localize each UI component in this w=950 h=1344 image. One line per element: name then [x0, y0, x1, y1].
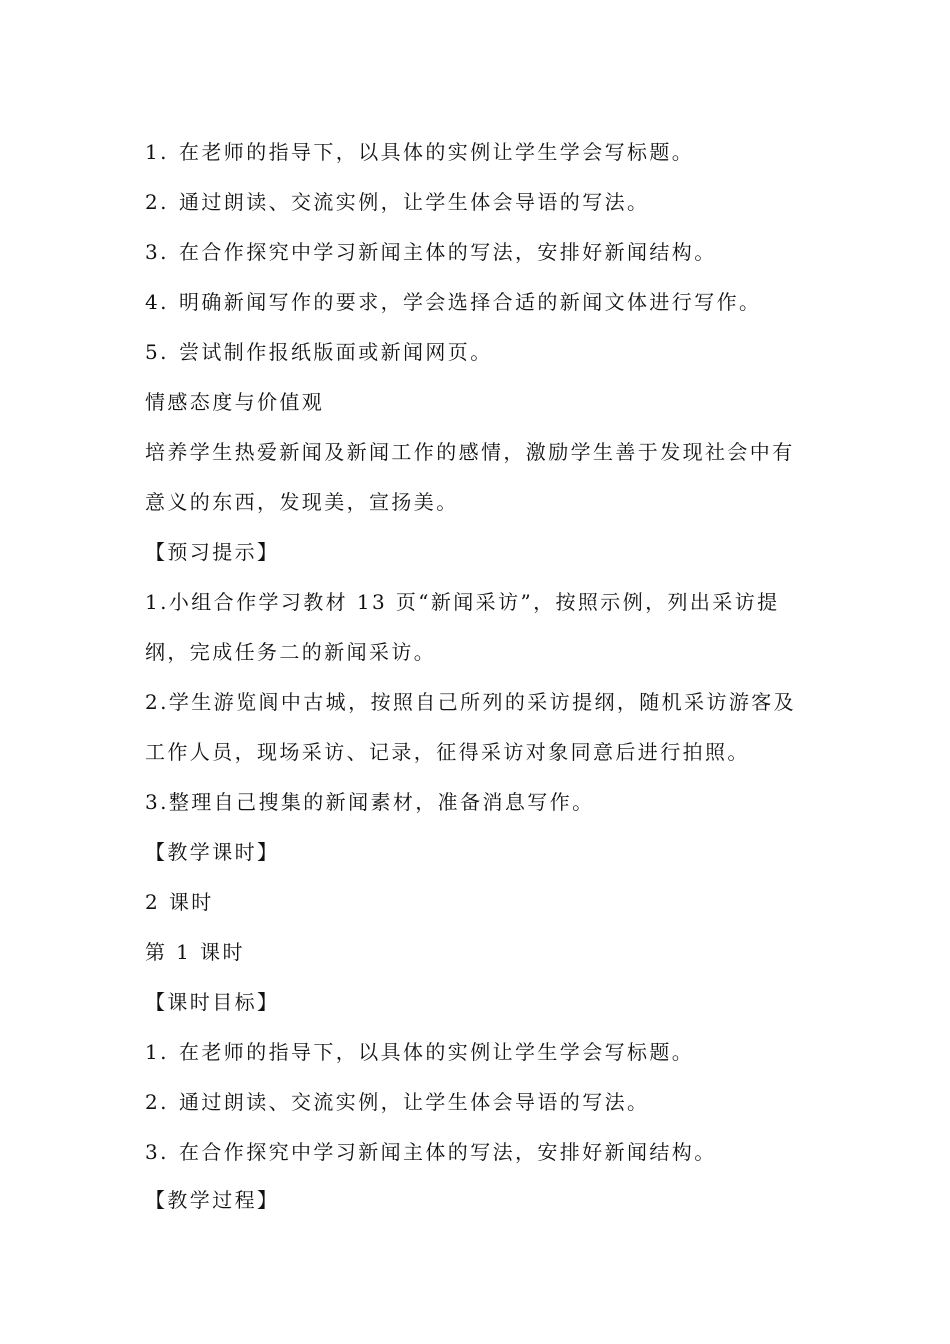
section-heading-lesson-goal: 【课时目标】: [145, 990, 280, 1014]
item-text: 通过朗读、交流实例，让学生体会导语的写法。: [179, 190, 650, 214]
item-text: 明确新闻写作的要求，学会选择合适的新闻文体进行写作。: [179, 290, 762, 314]
objective-item: [145, 238, 825, 266]
objective-item: [145, 338, 825, 366]
section-heading-emotion: 情感态度与价值观: [145, 390, 325, 414]
paragraph-line: 工作人员，现场采访、记录，征得采访对象同意后进行拍照。: [145, 740, 750, 764]
paragraph-line: 意义的东西，发现美，宣扬美。: [145, 490, 459, 514]
item-text: 尝试制作报纸版面或新闻网页。: [179, 340, 493, 364]
section-heading-preview: 【预习提示】: [145, 540, 280, 564]
item-text: 在合作探究中学习新闻主体的写法，安排好新闻结构。: [179, 1140, 717, 1164]
item-number: 2.: [145, 1090, 169, 1114]
item-number: 3.: [145, 1140, 169, 1164]
paragraph-line: 1.小组合作学习教材 13 页“新闻采访”，按照示例，列出采访提: [145, 590, 780, 614]
lesson-label: 第 1 课时: [145, 940, 245, 964]
item-number: 4.: [145, 290, 169, 314]
section-heading-process: 【教学过程】: [145, 1188, 280, 1212]
objective-item: [145, 1088, 825, 1116]
item-number: 1.: [145, 1040, 169, 1064]
item-text: 在老师的指导下，以具体的实例让学生学会写标题。: [179, 1040, 695, 1064]
item-number: 2.: [145, 190, 169, 214]
objective-item: [145, 188, 825, 216]
item-number: 1.: [145, 140, 169, 164]
objective-item: [145, 1138, 825, 1166]
hours-value: 2 课时: [145, 890, 214, 914]
item-number: 3.: [145, 240, 169, 264]
item-text: 在合作探究中学习新闻主体的写法，安排好新闻结构。: [179, 240, 717, 264]
item-text: 通过朗读、交流实例，让学生体会导语的写法。: [179, 1090, 650, 1114]
paragraph-line: 纲，完成任务二的新闻采访。: [145, 640, 437, 664]
paragraph-line: 2.学生游览阆中古城，按照自己所列的采访提纲，随机采访游客及: [145, 690, 797, 714]
objective-item: [145, 288, 825, 316]
item-text: 在老师的指导下，以具体的实例让学生学会写标题。: [179, 140, 695, 164]
section-heading-hours: 【教学课时】: [145, 840, 280, 864]
paragraph-line: 培养学生热爱新闻及新闻工作的感情，激励学生善于发现社会中有: [145, 440, 795, 464]
paragraph-line: 3.整理自己搜集的新闻素材，准备消息写作。: [145, 790, 595, 814]
objective-item: [145, 138, 825, 166]
item-number: 5.: [145, 340, 169, 364]
objective-item: [145, 1038, 825, 1066]
